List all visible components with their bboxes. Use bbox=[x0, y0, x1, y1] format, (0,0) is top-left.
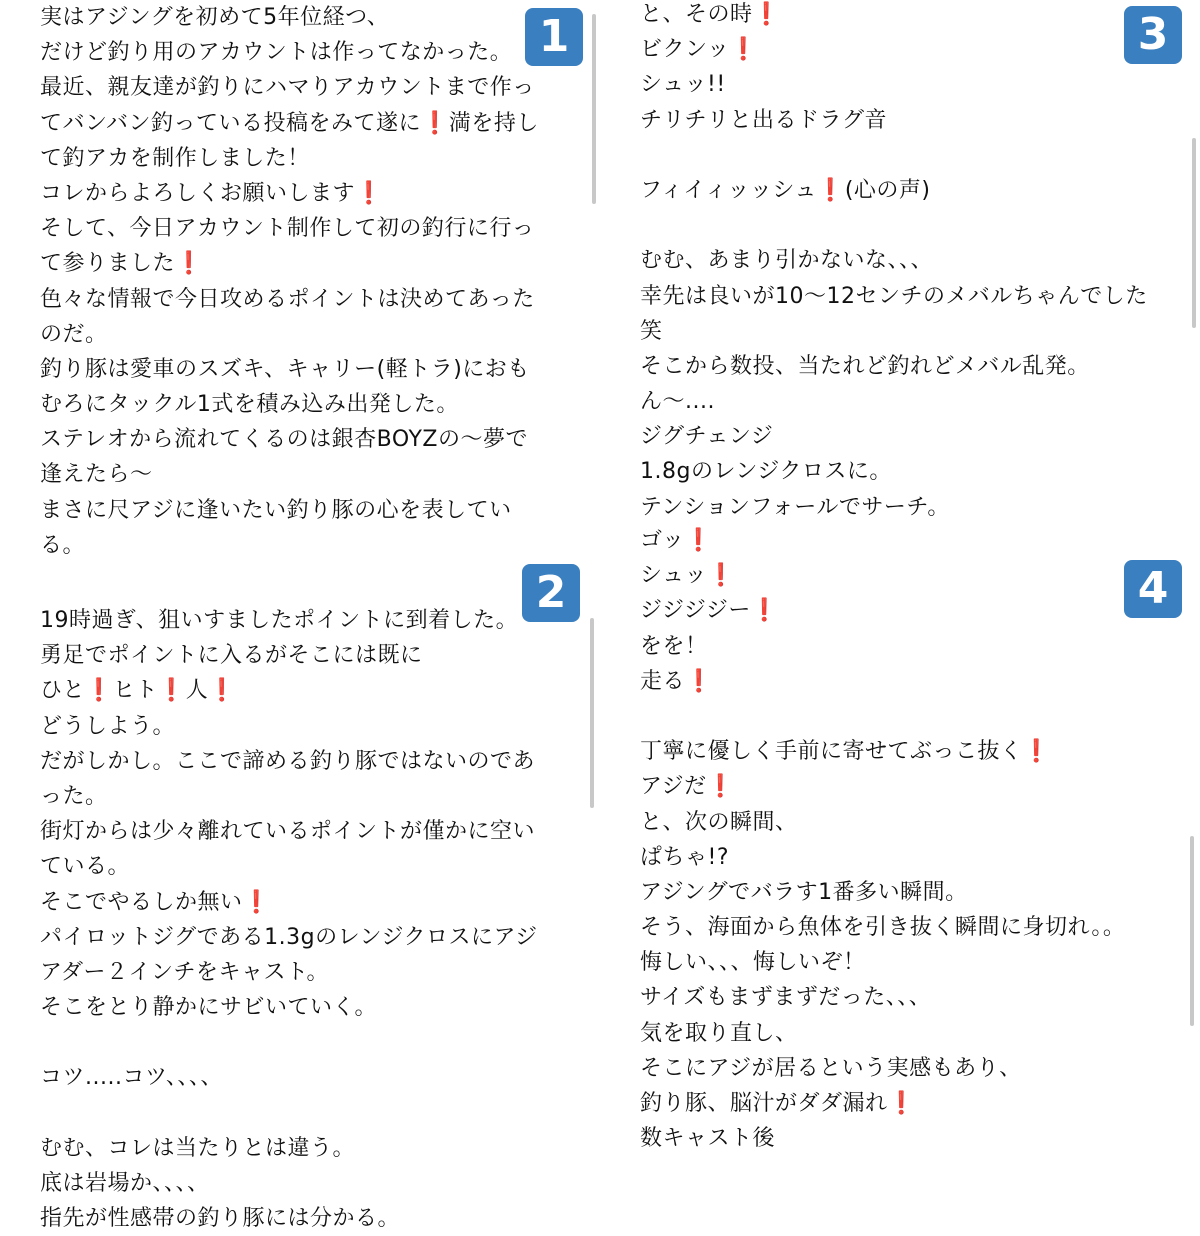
text-line: と、その時❗️ bbox=[640, 2, 781, 27]
page-number-badge-1: 1 bbox=[525, 8, 583, 66]
text-line: テンションフォールでサーチ。 bbox=[640, 494, 950, 520]
note-panel-3 bbox=[600, 0, 1200, 600]
text-line: フィイィッッシュ❗️(心の声) bbox=[640, 177, 931, 203]
text-line: むろにタックル1式を積み込み出発した。 bbox=[40, 392, 459, 418]
text-line bbox=[640, 138, 1148, 173]
text-line: チリチリと出るドラグ音 bbox=[640, 107, 888, 133]
text-line: をを！ bbox=[640, 633, 708, 659]
note-text-3 bbox=[640, 0, 1148, 525]
text-line: てバンバン釣っている投稿をみて遂に❗️満を持し bbox=[40, 110, 539, 136]
text-line: だがしかし。ここで諦める釣り豚ではないのであ bbox=[40, 748, 536, 774]
page-number-badge-2: 2 bbox=[522, 564, 580, 622]
text-line: 丁寧に優しく手前に寄せてぶっこ抜く❗️ bbox=[640, 739, 1051, 765]
note-text-2 bbox=[40, 603, 538, 1236]
text-line: て参りました❗️ bbox=[40, 251, 203, 277]
text-line: シュッ!! bbox=[640, 72, 726, 98]
text-line: ビクンッ❗️ bbox=[640, 37, 758, 63]
text-line: パイロットジグである1.3gのレンジクロスにアジ bbox=[40, 924, 538, 950]
text-line: る。 bbox=[40, 532, 86, 558]
text-line: 最近、親友達が釣りにハマりアカウントまで作っ bbox=[40, 75, 535, 101]
text-line: コレからよろしくお願いします❗️ bbox=[40, 180, 383, 206]
text-line bbox=[640, 699, 1125, 734]
text-line: むむ、あまり引かないな、、、 bbox=[640, 248, 934, 274]
page-number-badge-3: 3 bbox=[1124, 6, 1182, 64]
text-line bbox=[40, 1096, 538, 1131]
scrollbar-1[interactable] bbox=[592, 14, 596, 204]
text-line: 悔しい、、、悔しいぞ！ bbox=[640, 950, 866, 976]
text-line: どうしよう。 bbox=[40, 713, 176, 739]
text-line: ステレオから流れてくるのは銀杏BOYZの〜夢で bbox=[40, 427, 528, 453]
text-line: アダー２インチをキャスト。 bbox=[40, 959, 329, 985]
text-line: ぱちゃ!? bbox=[640, 844, 729, 870]
text-line: そこから数投、当たれど釣れどメバル乱発。 bbox=[640, 353, 1090, 379]
text-line: 1.8gのレンジクロスに。 bbox=[640, 459, 892, 485]
text-line: と、次の瞬間、 bbox=[640, 809, 798, 835]
text-line: だけど釣り用のアカウントは作ってなかった。 bbox=[40, 40, 513, 66]
text-line: そして、今日アカウント制作して初の釣行に行っ bbox=[40, 216, 535, 242]
note-text-4 bbox=[640, 523, 1125, 1156]
text-line: 走る❗️ bbox=[640, 668, 713, 694]
text-line: 街灯からは少々離れているポイントが僅かに空い bbox=[40, 819, 536, 845]
text-line: 19時過ぎ、狙いすましたポイントに到着した。 bbox=[40, 608, 519, 633]
scrollbar-2[interactable] bbox=[590, 618, 594, 808]
text-line: 釣り豚、脳汁がダダ漏れ❗️ bbox=[640, 1091, 916, 1116]
text-line: て釣アカを制作しました！ bbox=[40, 145, 310, 171]
text-line: そこにアジが居るという実感もあり、 bbox=[640, 1055, 1022, 1081]
text-line: ん〜.... bbox=[640, 389, 715, 415]
text-line: ひと❗️ヒト❗️人❗️ bbox=[40, 678, 237, 704]
text-line: アジだ❗️ bbox=[640, 774, 735, 800]
scrollbar-3[interactable] bbox=[1192, 138, 1196, 328]
text-line: った。 bbox=[40, 783, 108, 809]
text-line: そう、海面から魚体を引き抜く瞬間に身切れ。。 bbox=[640, 915, 1126, 941]
text-line: 気を取り直し、 bbox=[640, 1020, 798, 1046]
text-line: 釣り豚は愛車のスズキ、キャリー(軽トラ)におも bbox=[40, 356, 530, 382]
text-line: 逢えたら〜 bbox=[40, 462, 153, 488]
text-line: そこでやるしか無い❗️ bbox=[40, 889, 271, 915]
text-line: サイズもまずまずだった、、、 bbox=[640, 985, 932, 1011]
text-line: 数キャスト後 bbox=[640, 1126, 776, 1152]
text-line: アジングでバラす1番多い瞬間。 bbox=[640, 879, 968, 905]
text-line: コツ.....コツ、、、、 bbox=[40, 1065, 223, 1091]
text-line: ジジジジー❗️ bbox=[640, 598, 779, 624]
text-line: 色々な情報で今日攻めるポイントは決めてあった bbox=[40, 286, 535, 312]
text-line bbox=[40, 1025, 538, 1060]
text-line: 指先が性感帯の釣り豚には分かる。 bbox=[40, 1206, 401, 1232]
scrollbar-4[interactable] bbox=[1190, 836, 1194, 1026]
text-line: ゴッ❗️ bbox=[640, 528, 713, 553]
page-number-badge-4: 4 bbox=[1124, 560, 1182, 618]
text-line: 笑 bbox=[640, 318, 663, 344]
text-line: 底は岩場か、、、、 bbox=[40, 1171, 210, 1196]
text-line: シュッ❗️ bbox=[640, 563, 735, 589]
text-line: まさに尺アジに逢いたい釣り豚の心を表してい bbox=[40, 497, 512, 523]
text-line: 実はアジングを初めて5年位経つ、 bbox=[40, 5, 390, 30]
text-line: ジグチェンジ bbox=[640, 424, 774, 450]
note-panel-1 bbox=[0, 0, 600, 600]
note-panel-2 bbox=[0, 567, 600, 1232]
text-line bbox=[640, 208, 1148, 243]
note-panel-4 bbox=[600, 530, 1200, 1200]
text-line: 勇足でポイントに入るがそこには既に bbox=[40, 643, 423, 669]
text-line: むむ、コレは当たりとは違う。 bbox=[40, 1135, 356, 1161]
note-text-1 bbox=[40, 0, 539, 563]
text-line: のだ。 bbox=[40, 321, 108, 347]
text-line: ている。 bbox=[40, 854, 131, 880]
text-line: そこをとり静かにサビいていく。 bbox=[40, 995, 378, 1021]
text-line: 幸先は良いが10〜12センチのメバルちゃんでした bbox=[640, 283, 1148, 309]
